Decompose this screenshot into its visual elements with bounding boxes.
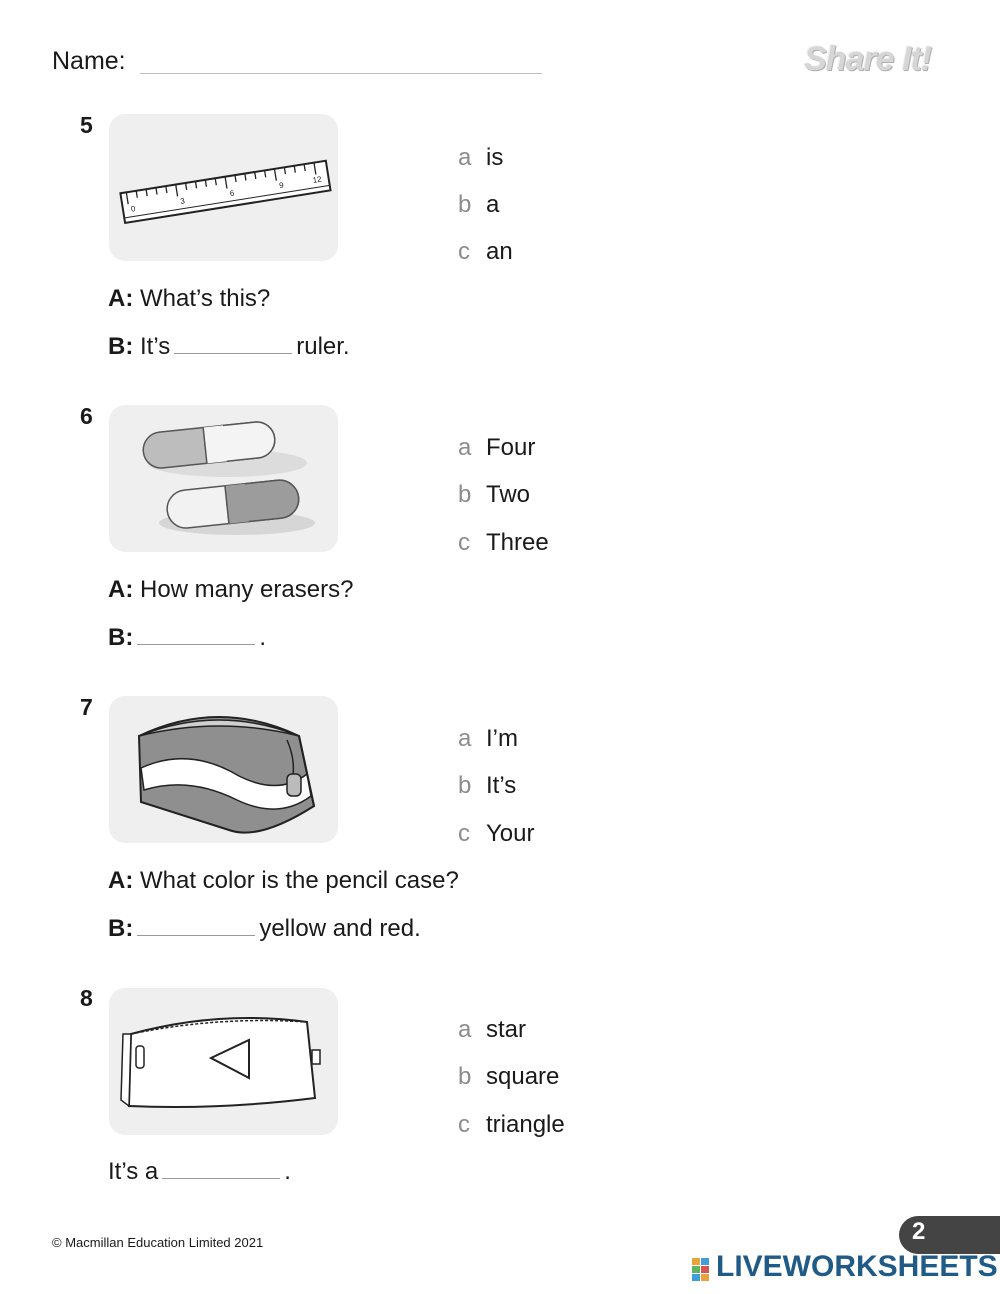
dialogue-line-b: B: yellow and red. (108, 915, 421, 942)
triangle-pencil-case-image (109, 988, 338, 1135)
answer-blank[interactable] (174, 335, 292, 354)
sentence-line: It’s a . (108, 1158, 291, 1185)
option-a[interactable]: a I’m (458, 725, 518, 752)
option-c[interactable]: c Three (458, 529, 549, 556)
option-c[interactable]: c triangle (458, 1111, 565, 1138)
option-a[interactable]: a Four (458, 434, 536, 461)
ruler-tick-label: 12 (312, 174, 323, 185)
option-c[interactable]: c Your (458, 820, 535, 847)
name-label: Name: (52, 47, 126, 75)
dialogue-line-b: B: . (108, 624, 266, 651)
share-it-logo: Share It! (804, 40, 932, 78)
ruler-image (109, 114, 338, 261)
ruler-tick-label: 3 (179, 196, 186, 206)
liveworksheets-brand: LIVEWORKSHEETS (716, 1250, 998, 1283)
page-number: 2 (912, 1218, 926, 1245)
option-b[interactable]: b Two (458, 481, 531, 508)
copyright-text: © Macmillan Education Limited 2021 (52, 1235, 264, 1250)
option-a[interactable]: a is (458, 144, 504, 171)
liveworksheets-logo-icon (692, 1258, 710, 1282)
ruler-tick-label: 0 (130, 204, 137, 214)
ruler-tick-label: 9 (278, 180, 285, 191)
dialogue-line-a: A: How many erasers? (108, 576, 354, 603)
ruler-tick-label: 6 (229, 188, 235, 199)
answer-blank[interactable] (162, 1160, 280, 1179)
option-a[interactable]: a star (458, 1016, 527, 1043)
dialogue-line-a: A: What color is the pencil case? (108, 867, 459, 894)
dialogue-line-a: A: What’s this? (108, 285, 271, 312)
option-b[interactable]: b square (458, 1063, 560, 1090)
question-number: 5 (80, 112, 93, 138)
question-number: 6 (80, 403, 93, 429)
answer-blank[interactable] (137, 626, 255, 645)
question-number: 7 (80, 694, 93, 720)
dialogue-line-b: B: It’s ruler. (108, 333, 350, 360)
question-number: 8 (80, 985, 93, 1011)
pencil-case-image (109, 696, 338, 843)
option-b[interactable]: b a (458, 191, 500, 218)
answer-blank[interactable] (137, 917, 255, 936)
name-input-line[interactable] (140, 73, 542, 74)
erasers-image (109, 405, 338, 552)
option-c[interactable]: c an (458, 238, 513, 265)
option-b[interactable]: b It’s (458, 772, 517, 799)
